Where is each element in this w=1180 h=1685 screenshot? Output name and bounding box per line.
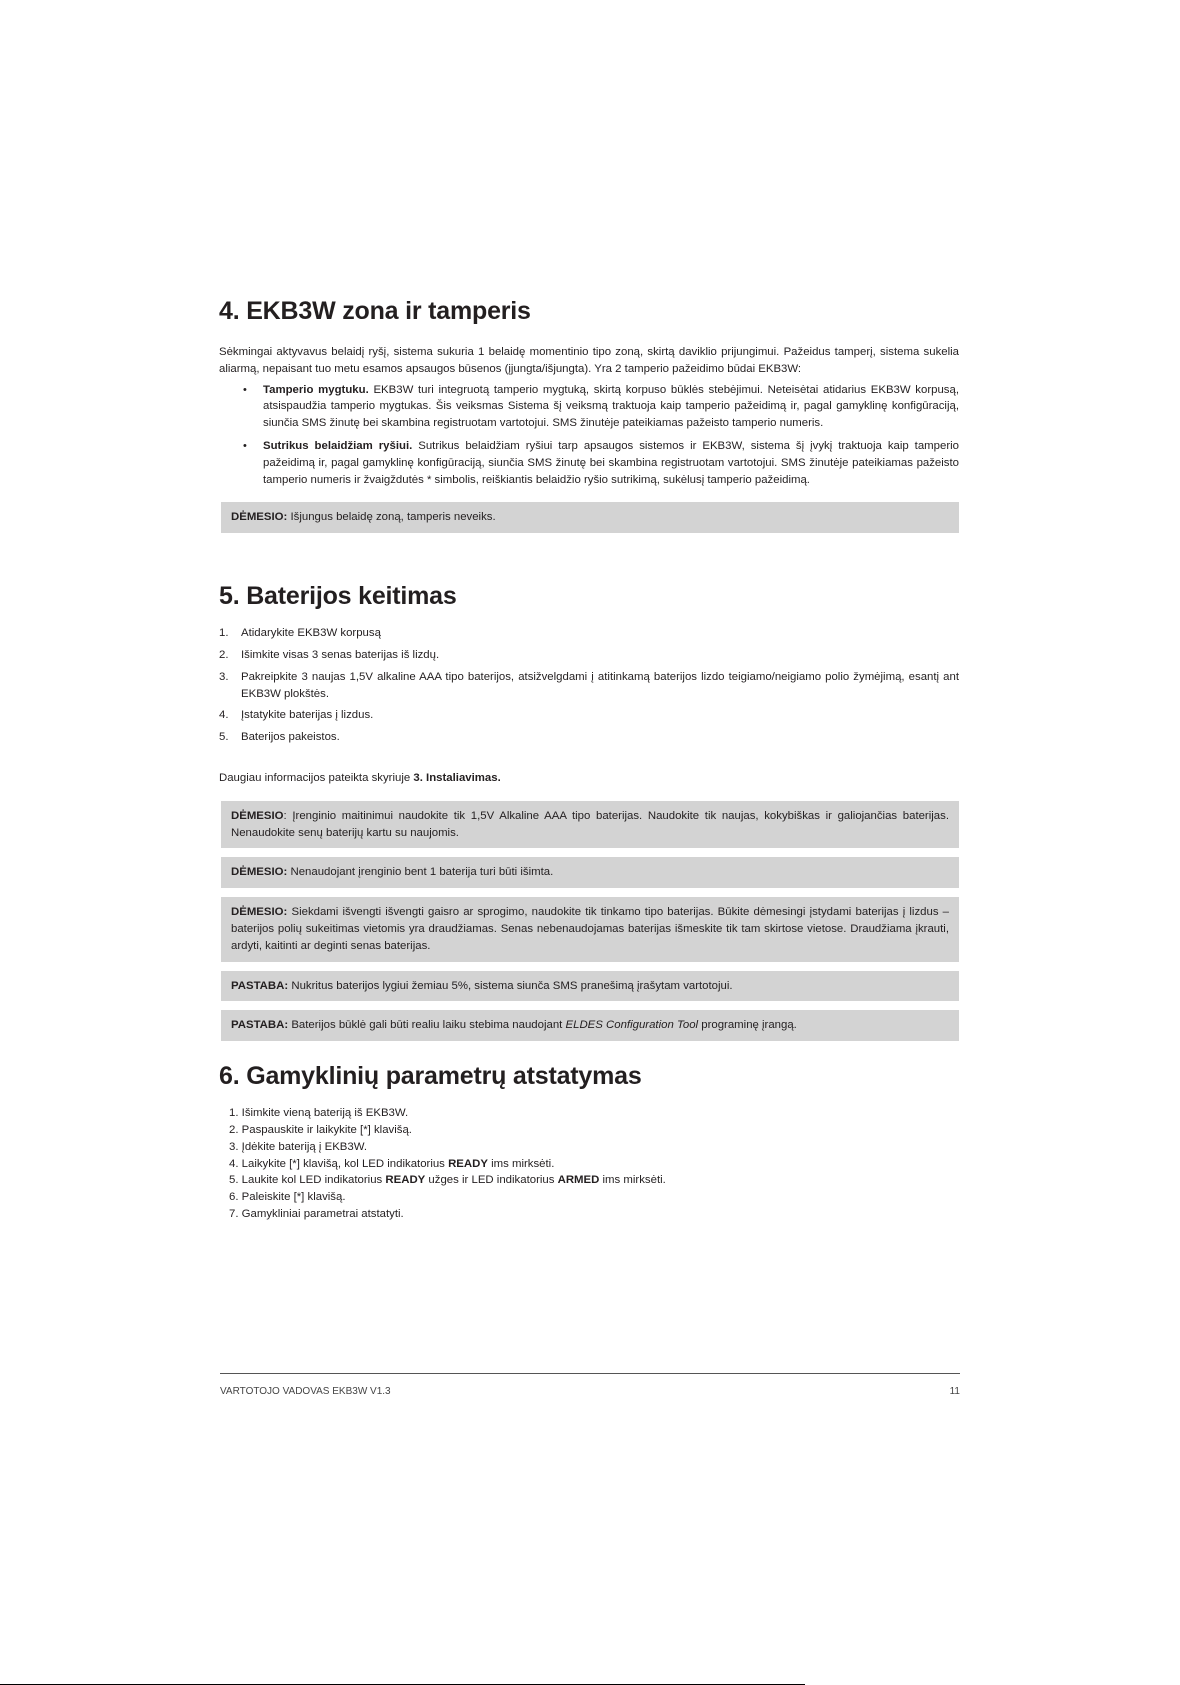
list-item [229, 1139, 959, 1156]
step-text: 1. Išimkite vieną bateriją iš EKB3W. [229, 1107, 409, 1120]
notice-box [221, 1010, 959, 1041]
led-ready-label: READY [385, 1174, 426, 1187]
notice-label: PASTABA: [231, 1019, 289, 1032]
page-footer [220, 1373, 960, 1397]
list-item [229, 1206, 959, 1223]
notice-text: Nenaudojant įrenginio bent 1 baterija turi būti išimta. [287, 866, 554, 879]
step-number: 2. [219, 648, 229, 661]
page-number: 11 [949, 1386, 960, 1397]
notice-text: programinę įrangą. [698, 1019, 797, 1032]
notice-label: DĖMESIO: [231, 866, 288, 879]
list-item [219, 707, 959, 724]
list-item [219, 647, 959, 664]
list-item [243, 438, 959, 488]
list-item [229, 1122, 959, 1139]
step-text: Pakreipkite 3 naujas 1,5V alkaline AAA tipo baterijos, atsižvelgdami į atitinkamą baterijos lizdo teigiamo/neigiamo polio žymėjimą, esantį ant EKB3W plokštės. [241, 670, 959, 700]
software-name: ELDES Configuration Tool [565, 1019, 699, 1032]
bullet-text: Sutrikus belaidžiam ryšiui tarp apsaugos sistemos ir EKB3W, sistema šį įvykį traktuoja kaip tamperio pažeidimą ir, pagal gamyklinę konfigūraciją, siunčia SMS žinutę bei skambina registruotam vartotojui. SMS žinutėje pateikiamas pažeisto tamperio numeris ir žvaigždutės * simbolis, reiškiantis belaidžio ryšio sutrikimą, sukėlusį tamperio pažeidimą. [263, 439, 959, 486]
bullet-title: Sutrikus belaidžiam ryšiui. [263, 439, 413, 452]
step-text: 7. Gamykliniai parametrai atstatyti. [229, 1207, 404, 1220]
page-content [219, 296, 959, 1223]
more-info-text: Daugiau informacijos pateikta skyriuje [219, 771, 414, 784]
list-item [243, 382, 959, 432]
list-item [229, 1172, 959, 1189]
step-number: 5. [219, 731, 229, 744]
step-text: ims mirksėti. [487, 1157, 555, 1170]
notice-text: : Įrenginio maitinimui naudokite tik 1,5V Alkaline AAA tipo baterijas. Naudokite tik naujas, kokybiškas ir galiojančias baterijas. Nenaudokite senų baterijų kartu su naujomis. [231, 809, 949, 839]
list-item [219, 729, 959, 746]
step-text: 3. Įdėkite bateriją į EKB3W. [229, 1140, 368, 1153]
tamper-methods-list [219, 382, 959, 489]
step-text: Baterijos pakeistos. [241, 731, 340, 744]
section-reference: 3. Instaliavimas. [413, 771, 501, 784]
notice-text: Siekdami išvengti išvengti gaisro ar sprogimo, naudokite tik tinkamo tipo baterijas. Būkite dėmesingi įstydami baterijas į lizdus – baterijos polių sukeitimas vietomis yra draudžiamas. Senas nebenaudojamas baterijas išmeskite tik tam skirtose vietose. Draudžiama įkrauti, ardyti, kaitinti ar deginti senas baterijas. [231, 906, 949, 952]
list-item [219, 669, 959, 703]
step-text: 5. Laukite kol LED indikatorius [229, 1174, 386, 1187]
step-text: 6. Paleiskite [*] klavišą. [229, 1191, 346, 1204]
bullet-text: EKB3W turi integruotą tamperio mygtuką, skirtą korpuso būklės stebėjimui. Neteisėtai atidarius EKB3W korpusą, atsispaudžia tamperio mygtukas. Šis veiksmas Sistema šį veiksmą traktuoja kaip tamperio pažeidimą ir, pagal gamyklinę konfigūraciją, siunčia SMS žinutę bei skambina registruotam vartotojui. SMS žinutėje pateikiamas pažeisto tamperio numeris. [263, 383, 959, 430]
notice-label: DĖMESIO [231, 809, 284, 822]
battery-steps-list [219, 625, 959, 746]
list-item [229, 1156, 959, 1173]
notice-text: Nukritus baterijos lygiui žemiau 5%, sistema siunča SMS pranešimą įrašytam vartotojui. [288, 979, 733, 992]
step-text: užges ir LED indikatorius [425, 1174, 558, 1187]
step-text: 2. Paspauskite ir laikykite [*] klavišą. [229, 1123, 412, 1136]
led-ready-label: READY [448, 1157, 488, 1170]
step-text: ims mirksėti. [599, 1174, 666, 1187]
notice-text: Baterijos būklė gali būti realiu laiku stebima naudojant [288, 1019, 566, 1032]
step-number: 1. [219, 627, 229, 640]
step-text: Atidarykite EKB3W korpusą [241, 627, 381, 640]
section-4-heading: 4. EKB3W zona ir tamperis [219, 297, 531, 325]
notice-box [221, 857, 959, 888]
notice-label: DĖMESIO: [231, 906, 288, 919]
notice-label: PASTABA: [231, 979, 289, 992]
led-armed-label: ARMED [557, 1174, 600, 1187]
notice-text: Išjungus belaidę zoną, tamperis neveiks. [287, 511, 496, 524]
list-item [229, 1105, 959, 1122]
factory-reset-steps [219, 1105, 959, 1223]
list-item [219, 625, 959, 642]
step-text: Išimkite visas 3 senas baterijas iš lizdų. [241, 648, 440, 661]
section-5-heading: 5. Baterijos keitimas [219, 582, 457, 611]
notice-box [221, 897, 959, 961]
step-text: 4. Laikykite [*] klavišą, kol LED indikatorius [229, 1157, 449, 1170]
more-info-line [219, 770, 959, 787]
notice-box [221, 971, 959, 1002]
bullet-title: Tamperio mygtuku. [263, 383, 369, 396]
notice-box [221, 801, 959, 849]
notice-box [221, 502, 959, 533]
step-number: 4. [219, 709, 229, 722]
list-item [229, 1189, 959, 1206]
notice-label: DĖMESIO: [231, 511, 288, 524]
step-number: 3. [219, 670, 229, 683]
step-text: Įstatykite baterijas į lizdus. [241, 709, 374, 722]
section-4-intro: Sėkmingai aktyvavus belaidį ryšį, sistema sukuria 1 belaidę momentinio tipo zoną, skirtą daviklio prijungimui. Pažeidus tamperį, sistema sukelia aliarmą, nepaisant tuo metu esamos apsaugos būsenos (įjungta/išjungta). Yra 2 tamperio pažeidimo būdai EKB3W: [219, 346, 959, 375]
section-6-heading: 6. Gamyklinių parametrų atstatymas [219, 1062, 642, 1091]
footer-document-title: VARTOTOJO VADOVAS EKB3W V1.3 [220, 1386, 391, 1397]
